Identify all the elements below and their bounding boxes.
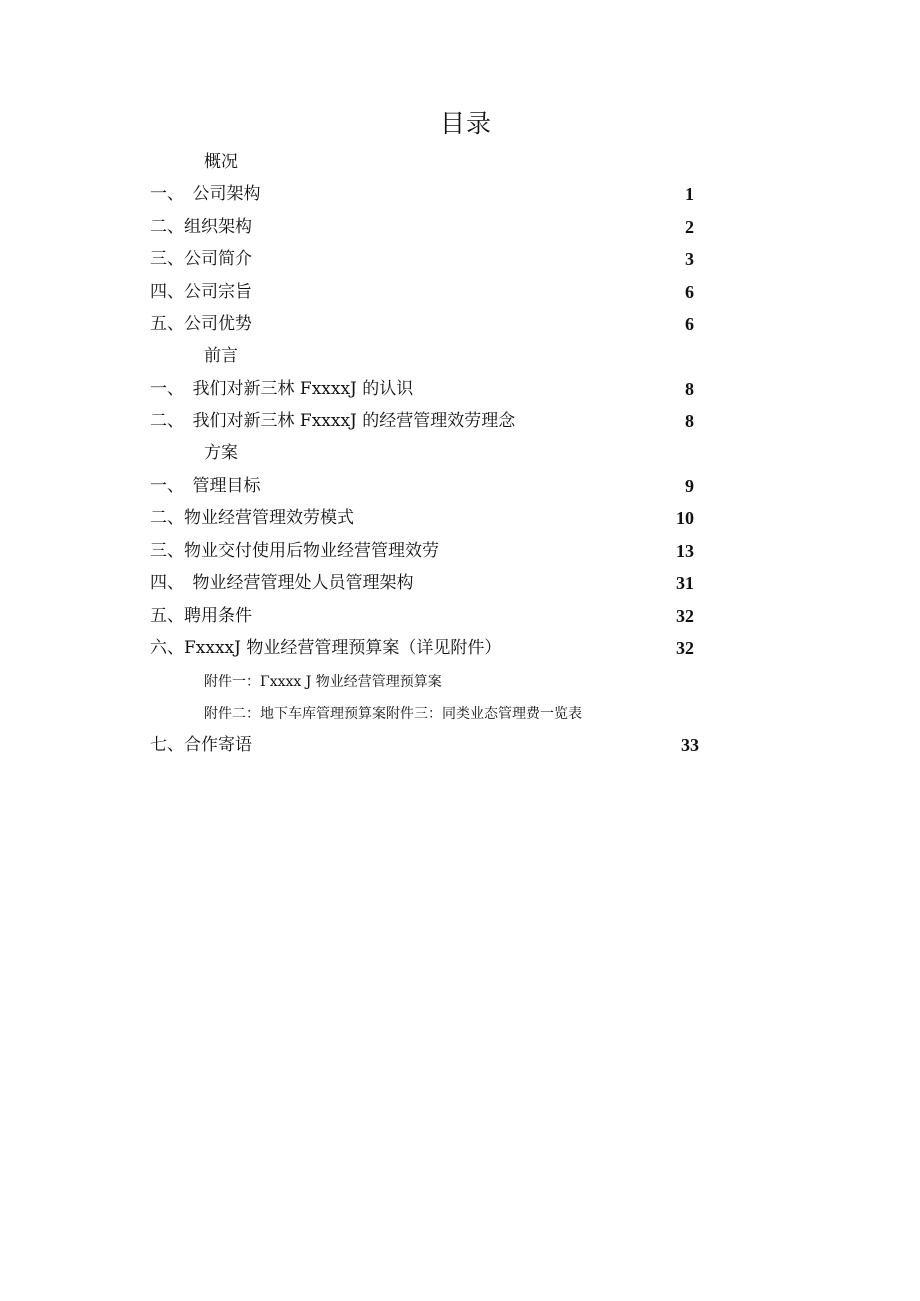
toc-entry-page: 13 (676, 541, 694, 561)
toc-entry-page: 10 (676, 508, 694, 528)
section-heading-overview: 概况 (204, 152, 238, 172)
toc-title: 目录 (439, 109, 492, 138)
toc-entry-page: 3 (685, 249, 694, 269)
toc-entry-text[interactable]: 三、物业交付使用后物业经营管理效劳 (150, 541, 439, 561)
toc-entry-page: 32 (676, 638, 694, 658)
appendix-item[interactable]: 附件一：Γxxxx J 物业经营管理预算案 (204, 674, 442, 690)
toc-entry-text[interactable]: 三、公司简介 (150, 249, 252, 269)
toc-entry-text[interactable]: 五、公司优势 (150, 314, 252, 334)
toc-entry-page: 9 (685, 476, 694, 496)
toc-entry-text[interactable]: 六、FxxxxJ 物业经营管理预算案（详见附件） (150, 638, 502, 658)
toc-entry-page: 2 (685, 217, 694, 237)
toc-entry-text[interactable]: 一、 我们对新三林 FxxxxJ 的认识 (150, 379, 414, 399)
toc-entry-page: 6 (685, 282, 694, 302)
toc-entry-text[interactable]: 一、 公司架构 (150, 184, 261, 204)
toc-entry-text[interactable]: 二、物业经营管理效劳模式 (150, 508, 354, 528)
toc-entry-page: 8 (685, 411, 694, 431)
toc-entry-page: 1 (685, 184, 694, 204)
section-heading-preface: 前言 (204, 346, 238, 366)
toc-entry-page: 32 (676, 606, 694, 626)
appendix-item[interactable]: 附件二：地下车库管理预算案附件三：同类业态管理费一览表 (204, 706, 582, 722)
toc-entry-text[interactable]: 四、公司宗旨 (150, 282, 252, 302)
toc-entry-text[interactable]: 四、 物业经营管理处人员管理架构 (150, 573, 414, 593)
toc-entry-page: 33 (681, 735, 699, 755)
toc-entry-text[interactable]: 一、 管理目标 (150, 476, 261, 496)
toc-entry-text[interactable]: 七、合作寄语 (150, 735, 252, 755)
toc-entry-page: 31 (676, 573, 694, 593)
toc-entry-page: 8 (685, 379, 694, 399)
section-heading-plan: 方案 (204, 443, 238, 463)
toc-entry-text[interactable]: 二、 我们对新三林 FxxxxJ 的经营管理效劳理念 (150, 411, 516, 431)
toc-entry-text[interactable]: 二、组织架构 (150, 217, 252, 237)
toc-entry-page: 6 (685, 314, 694, 334)
toc-entry-text[interactable]: 五、聘用条件 (150, 606, 252, 626)
